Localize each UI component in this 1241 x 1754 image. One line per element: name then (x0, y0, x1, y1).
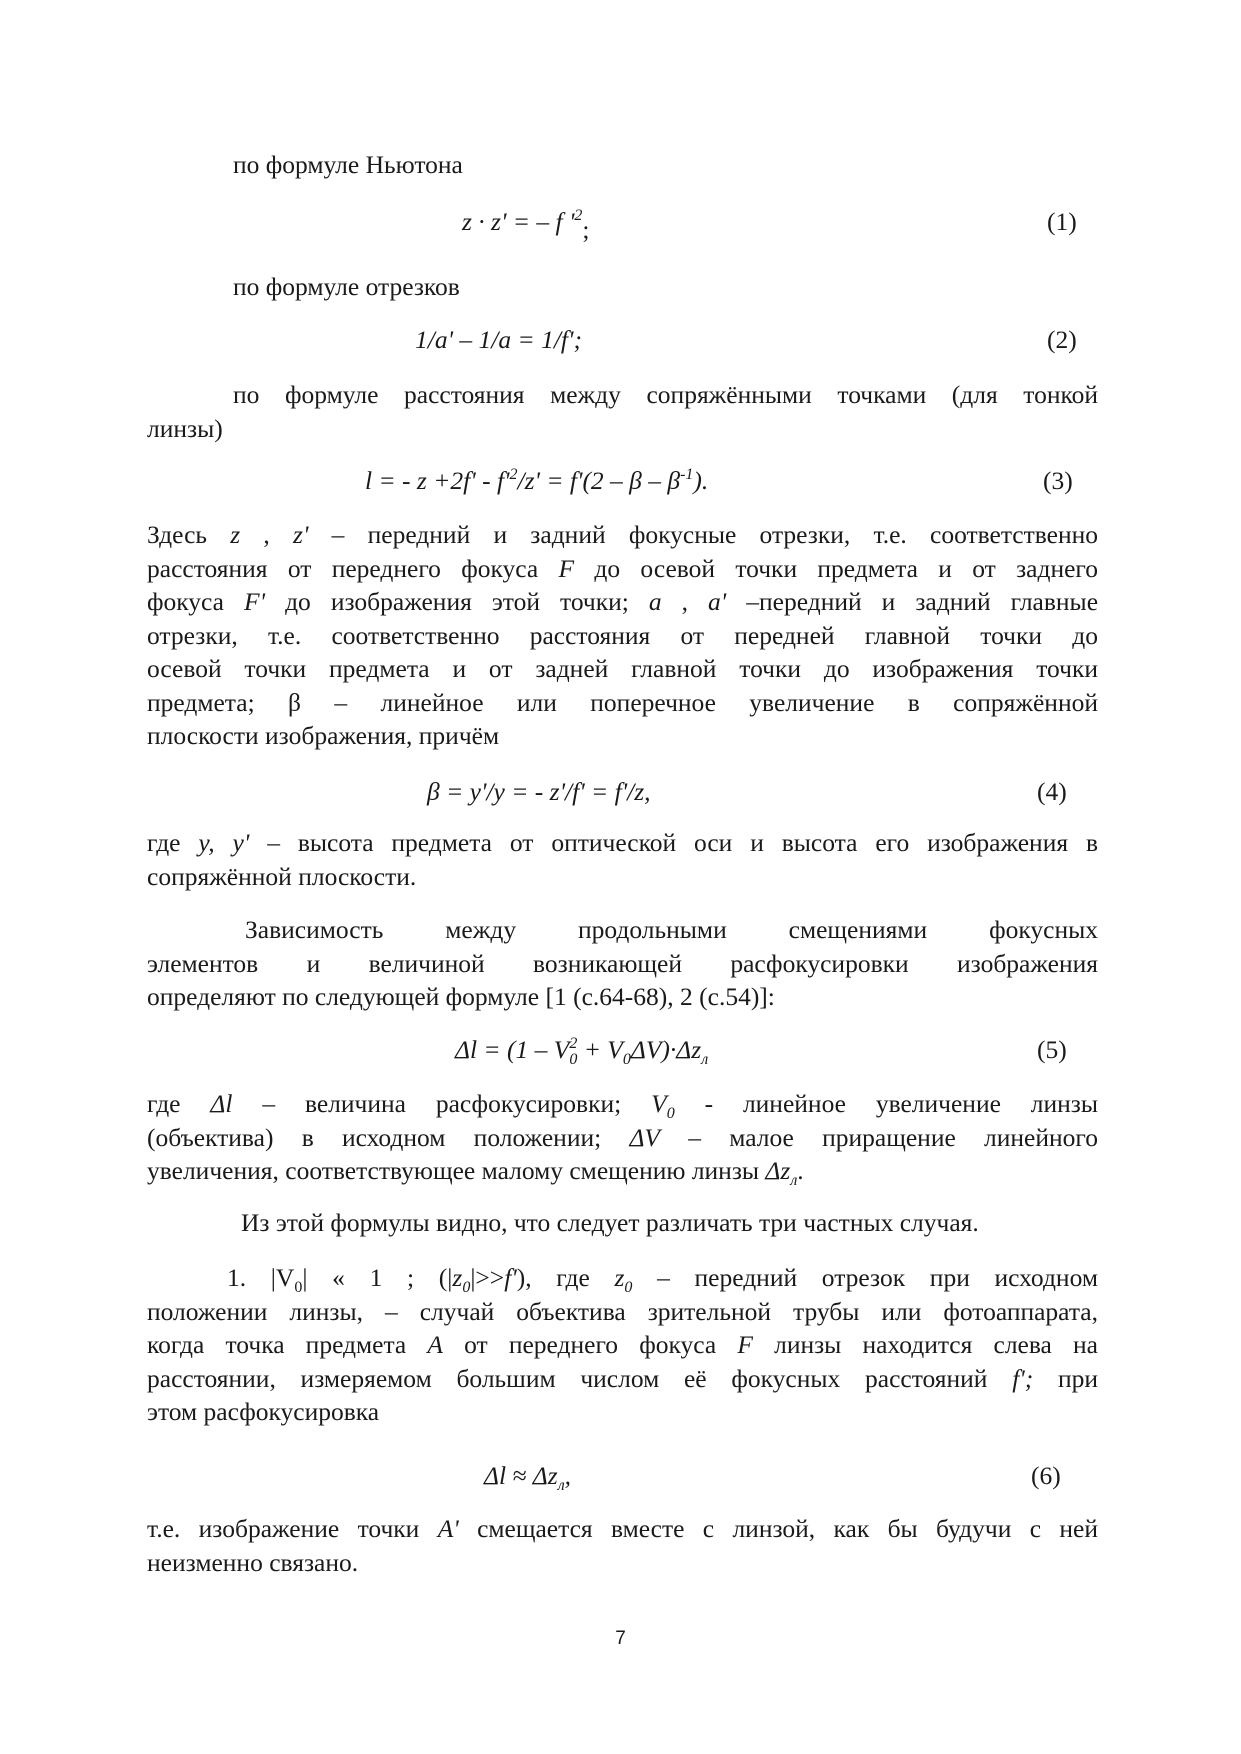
page-number: 7 (615, 1628, 626, 1649)
conclusion-line-1: т.е. изображение точки A' смещается вместе с линзой, как бы будучи с ней (147, 1514, 1098, 1543)
definitions-line-5: осевой точки предмета и от задней главной точки до изображения точки (147, 654, 1098, 683)
paragraph-defocus-terms (147, 1087, 1098, 1188)
distance-intro (147, 378, 1098, 445)
formula-3-part-c: ). (693, 466, 709, 495)
definitions-line-1: Здесь z , z' – передний и задний фокусные отрезки, т.е. соответственно (147, 520, 1099, 549)
paragraph-conclusion (147, 1512, 1098, 1579)
definitions-line-2: расстояния от переднего фокуса F до осевой точки предмета и от заднего (147, 553, 1098, 583)
case-1 (147, 1261, 1098, 1429)
formula-3-part-b: /z' = f'(2 – β – β (517, 466, 681, 495)
formula-3-part-a: l = - z +2f' - f' (365, 466, 510, 495)
case-1-line-1: 1. $|V_0|$ « 1 ; $(|z_0|>>f')$, где $z_0$ – передний отрезок при исходном (227, 1263, 1098, 1296)
formula-1-sup: 2 (574, 207, 583, 224)
case-1-line-5: этом расфокусировка (147, 1397, 380, 1426)
case-1-line-2: положении линзы, – случай объектива зрительной трубы или фотоаппарата, (147, 1296, 1098, 1326)
formula-3-sup-2: -1 (680, 466, 694, 483)
formula-2: 1/a' – 1/a = 1/f'; (415, 325, 582, 354)
definitions-line-3: фокуса F' до изображения этой точки; a , a' –передний и задний главные (147, 587, 1099, 616)
formula-1-end: ; (582, 215, 590, 244)
paragraph-dependency (147, 913, 1098, 1014)
distance-intro-line-2: линзы) (147, 413, 223, 443)
formula-6: $\Delta l \approx \Delta z_л$, (484, 1461, 572, 1494)
formula-4: β = y'/y = - z'/f' = f'/z, (427, 777, 651, 806)
heights-line-1: где y, y' – высота предмета от оптической оси и высота его изображения в (147, 828, 1099, 857)
defocus-terms-line-3: увеличения, соответствующее малому смещению линзы $\Delta z_л$. (147, 1156, 804, 1189)
formula-1-text: z · z' = – f ' (462, 207, 575, 236)
distance-intro-line-1: по формуле расстояния между сопряжёнными точками (для тонкой (233, 380, 1098, 409)
equation-number-6: (6) (1031, 1461, 1061, 1490)
equation-number-1: (1) (1047, 207, 1077, 236)
three-cases-sentence: Из этой формулы видно, что следует различать три частных случая. (241, 1208, 979, 1237)
defocus-terms-line-1: где Δl – величина расфокусировки; $V_0$ - линейное увеличение линзы (147, 1089, 1099, 1122)
dependency-line-1: Зависимость между продольными смещениями фокусных (245, 915, 1098, 944)
formula-3-sup-1: 2 (509, 466, 518, 483)
equation-number-2: (2) (1047, 325, 1077, 354)
paragraph-heights (147, 826, 1098, 893)
definitions-line-6: предмета; β – линейное или поперечное увеличение в сопряжённой (147, 687, 1098, 717)
formula-5: $\Delta l = (1 - V_0^2 + V_0\Delta V)\cdot\Delta z_л$ (455, 1035, 709, 1068)
conclusion-line-2: неизменно связано. (147, 1547, 359, 1577)
definitions-line-7: плоскости изображения, причём (147, 721, 500, 750)
case-1-line-4: расстоянии, измеряемом большим числом её фокусных расстояний f'; при (147, 1363, 1098, 1393)
defocus-terms-line-2: (объектива) в исходном положении; ΔV – малое приращение линейного (147, 1122, 1098, 1152)
definitions-line-4: отрезки, т.е. соответственно расстояния от передней главной точки до (147, 620, 1098, 650)
formula-3 (365, 464, 708, 497)
dependency-line-3: определяют по следующей формуле [1 (с.64-68), 2 (с.54)]: (147, 982, 775, 1011)
newton-intro: по формуле Ньютона (233, 150, 463, 179)
equation-number-3: (3) (1043, 466, 1073, 495)
segments-intro: по формуле отрезков (233, 272, 460, 301)
dependency-line-2: элементов и величиной возникающей расфокусировки изображения (147, 948, 1098, 978)
paragraph-definitions (147, 518, 1098, 753)
case-1-line-3: когда точка предмета A от переднего фокуса F линзы находится слева на (147, 1330, 1098, 1359)
equation-number-4: (4) (1037, 777, 1067, 806)
heights-line-2: сопряжённой плоскости. (147, 861, 417, 891)
formula-1 (462, 205, 590, 244)
equation-number-5: (5) (1037, 1035, 1067, 1064)
